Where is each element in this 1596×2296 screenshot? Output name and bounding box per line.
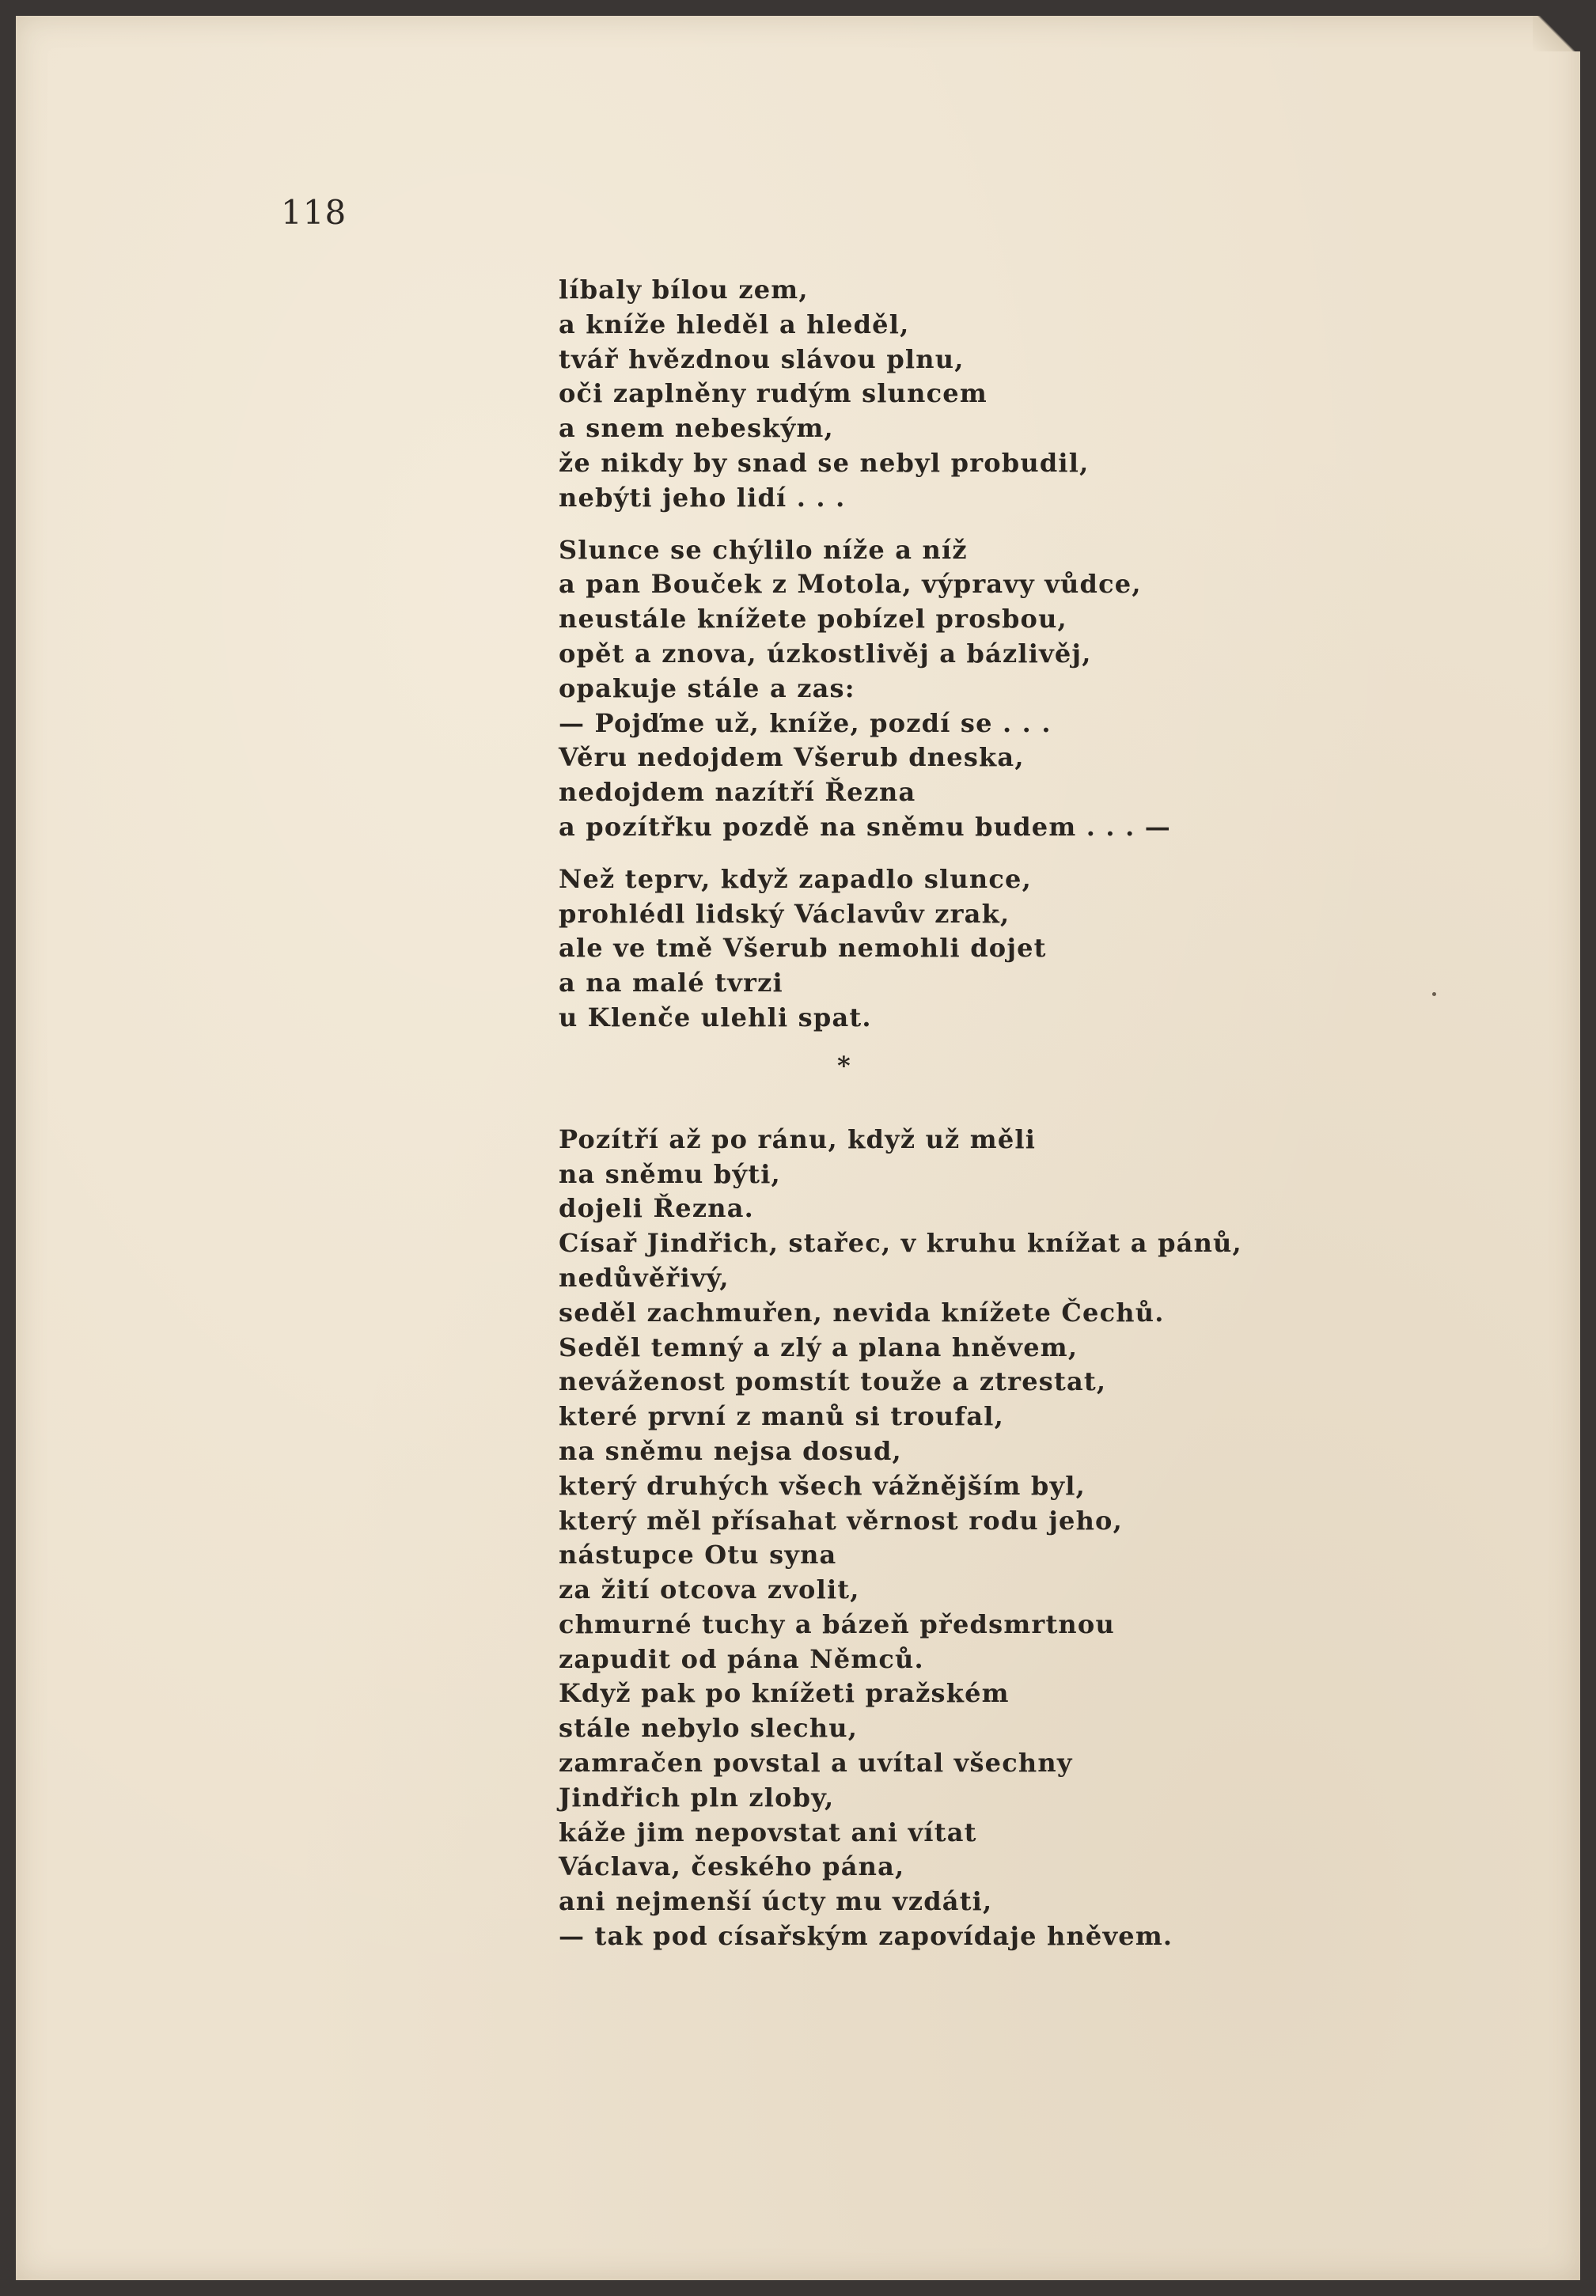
verse-line: a pan Bouček z Motola, výpravy vůdce, xyxy=(559,569,1142,600)
verse-line: opět a znova, úzkostlivěj a bázlivěj, xyxy=(559,638,1092,669)
verse-line: který měl přísahat věrnost rodu jeho, xyxy=(559,1505,1123,1536)
verse-line: — Pojďme už, kníže, pozdí se . . . xyxy=(559,707,1052,738)
verse-line: opakuje stále a zas: xyxy=(559,673,855,703)
verse-line: tvář hvězdnou slávou plnu, xyxy=(559,343,965,374)
verse-line: zapudit od pána Němců. xyxy=(559,1643,924,1674)
verse-line: Než teprv, když zapadlo slunce, xyxy=(559,863,1032,894)
paper-speck xyxy=(1432,992,1436,996)
poem-section-before-break xyxy=(559,273,1492,1036)
verse-line: Když pak po knížeti pražském xyxy=(559,1678,1010,1709)
verse-line: na sněmu nejsa dosud, xyxy=(559,1435,902,1466)
verse-line: nebýti jeho lidí . . . xyxy=(559,482,846,513)
verse-line: — tak pod císařským zapovídaje hněvem. xyxy=(559,1921,1173,1952)
verse-line: stále nebylo slechu, xyxy=(559,1713,859,1744)
verse-line: u Klenče ulehli spat. xyxy=(559,1002,872,1032)
verse-line: líbaly bílou zem, xyxy=(559,275,809,305)
verse-line: neustále knížete pobízel prosbou, xyxy=(559,604,1067,635)
verse-line: ani nejmenší úcty mu vzdáti, xyxy=(559,1886,993,1917)
stanza xyxy=(559,862,1492,1036)
book-page xyxy=(16,16,1580,2280)
verse-line: Pozítří až po ránu, když už měli xyxy=(559,1123,1037,1154)
verse-line: Seděl temný a zlý a plana hněvem, xyxy=(559,1332,1079,1362)
page-corner xyxy=(1533,16,1580,51)
verse-line: na sněmu býti, xyxy=(559,1158,781,1189)
verse-line: a kníže hleděl a hleděl, xyxy=(559,309,910,339)
verse-line: a snem nebeským, xyxy=(559,413,834,444)
verse-line: které první z manů si troufal, xyxy=(559,1401,1004,1432)
verse-line: Císař Jindřich, stařec, v kruhu knížat a pánů, xyxy=(559,1228,1242,1259)
poem-text xyxy=(559,273,1492,1954)
verse-line: neváženost pomstít touže a ztrestat, xyxy=(559,1366,1107,1397)
page-number: 118 xyxy=(281,193,347,232)
verse-line: Václava, českého pána, xyxy=(559,1851,905,1882)
verse-line: Slunce se chýlilo níže a níž xyxy=(559,534,968,565)
poem-section-after-break xyxy=(559,1123,1492,1954)
verse-line: káže jim nepovstat ani vítat xyxy=(559,1817,977,1847)
verse-line: dojeli Řezna. xyxy=(559,1193,754,1224)
verse-line: který druhých všech vážnějším byl, xyxy=(559,1470,1086,1501)
stanza xyxy=(559,273,1492,516)
verse-line: že nikdy by snad se nebyl probudil, xyxy=(559,447,1090,478)
verse-line: zamračen povstal a uvítal všechny xyxy=(559,1748,1073,1779)
verse-line: nedojdem nazítří Řezna xyxy=(559,777,916,808)
verse-line: nástupce Otu syna xyxy=(559,1540,837,1570)
verse-line: seděl zachmuřen, nevida knížete Čechů. xyxy=(559,1297,1165,1328)
verse-line: oči zaplněny rudým sluncem xyxy=(559,378,988,409)
verse-line: prohlédl lidský Václavův zrak, xyxy=(559,898,1010,929)
stanza xyxy=(559,1123,1492,1954)
verse-line: ale ve tmě Všerub nemohli dojet xyxy=(559,933,1047,964)
verse-line: nedůvěřivý, xyxy=(559,1262,730,1293)
verse-line: a na malé tvrzi xyxy=(559,968,783,998)
verse-line: a pozítřku pozdě na sněmu budem . . . — xyxy=(559,811,1171,842)
stanza xyxy=(559,533,1492,845)
verse-line: Jindřich pln zloby, xyxy=(559,1782,835,1813)
verse-line: za žití otcova zvolit, xyxy=(559,1574,860,1605)
verse-line: Věru nedojdem Všerub dneska, xyxy=(559,742,1025,773)
verse-line: chmurné tuchy a bázeň předsmrtnou xyxy=(559,1608,1115,1639)
section-separator: * xyxy=(837,1050,851,1081)
